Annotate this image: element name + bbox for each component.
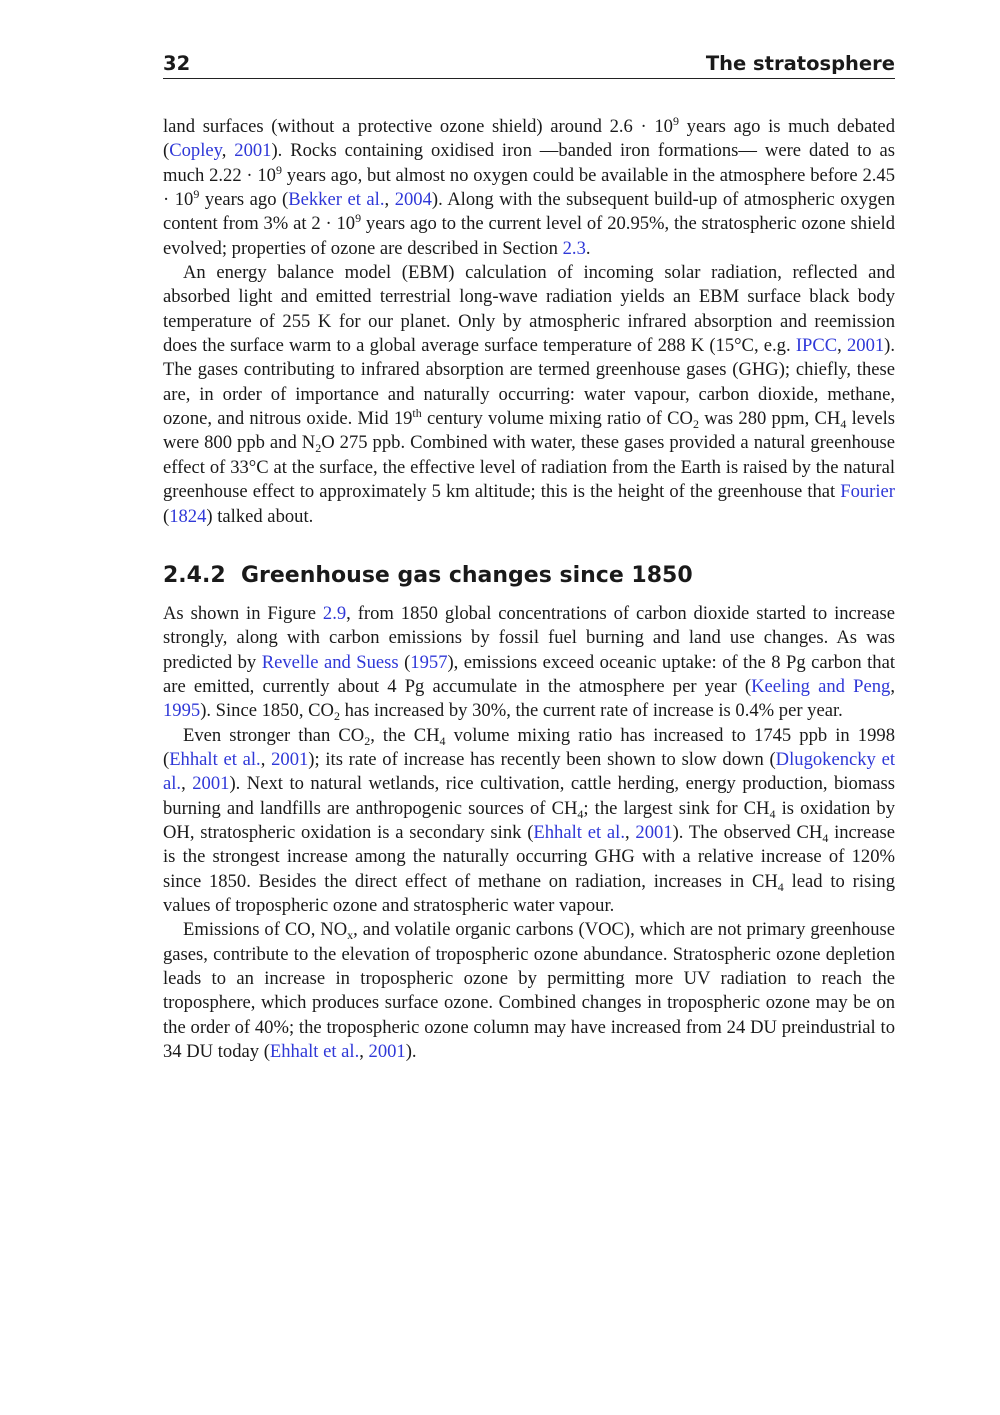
running-header bbox=[163, 52, 895, 79]
page bbox=[163, 52, 895, 1064]
text-run: , bbox=[359, 1041, 369, 1063]
superscript: 9 bbox=[672, 114, 679, 128]
citation-link[interactable]: IPCC bbox=[795, 335, 838, 357]
subscript: 4 bbox=[822, 830, 829, 845]
citation-link[interactable]: 2001 bbox=[271, 748, 309, 770]
paragraph-methane bbox=[163, 724, 895, 919]
section-title: Greenhouse gas changes since 1850 bbox=[240, 562, 693, 588]
citation-link[interactable]: 2001 bbox=[234, 140, 272, 162]
citation-link[interactable]: 2.3 bbox=[562, 237, 586, 259]
paragraph-oxygen-history bbox=[163, 115, 895, 261]
text-run: Emissions of CO, NO bbox=[183, 919, 348, 941]
citation-link[interactable]: 1995 bbox=[163, 700, 201, 722]
subscript: 2 bbox=[364, 733, 371, 748]
text-run: ). Rocks containing oxidised iron —banded iron formations— were dated to as much 2.22 · 10 bbox=[163, 140, 895, 186]
text-run: ) talked about. bbox=[206, 505, 314, 527]
text-run: ). The observed CH bbox=[672, 821, 823, 843]
citation-link[interactable]: 2001 bbox=[846, 335, 885, 357]
text-run: ). Since 1850, CO bbox=[200, 700, 334, 722]
text-run: ); its rate of increase has recently been shown to slow down ( bbox=[308, 748, 776, 770]
citation-link[interactable]: Copley bbox=[169, 140, 222, 162]
text-run: , bbox=[384, 189, 395, 211]
body-text bbox=[163, 115, 895, 1064]
text-run: , bbox=[221, 140, 235, 162]
text-run: volume mixing ratio has increased to 1745 ppb in 1998 ( bbox=[163, 724, 895, 770]
text-run: land surfaces (without a protective ozone shield) around 2.6 · 10 bbox=[163, 116, 673, 137]
text-run: ; the largest sink for CH bbox=[583, 797, 770, 819]
citation-link[interactable]: 2001 bbox=[192, 773, 230, 795]
text-run: years ago, but almost no oxygen could be available in the atmosphere before 2.45 · 10 bbox=[163, 164, 895, 211]
paragraph-co2-increase bbox=[163, 602, 895, 724]
text-run: lead to rising values of tropospheric ozone and stratospheric water vapour. bbox=[163, 870, 895, 916]
text-run: has increased by 30%, the current rate of increase is 0.4% per year. bbox=[339, 700, 843, 722]
text-run: levels were 800 ppb and N bbox=[163, 408, 895, 454]
superscript: 9 bbox=[193, 187, 200, 202]
text-run: , the CH bbox=[370, 724, 440, 746]
text-run: Even stronger than CO bbox=[183, 724, 365, 746]
section-heading bbox=[163, 563, 895, 589]
citation-link[interactable]: Ehhalt et al. bbox=[533, 821, 625, 843]
text-run: century volume mixing ratio of CO bbox=[421, 408, 693, 430]
citation-link[interactable]: 1957 bbox=[410, 651, 448, 673]
text-run: O 275 ppb. Combined with water, these gases provided a natural greenhouse effect of 33°C at the surface, the effective level of radiation from the Earth is raised by the natural greenhouse effect to approximately 5 km altitude; this is the height of the greenhouse that bbox=[163, 432, 895, 503]
text-run: , from 1850 global concentrations of carbon dioxide started to increase strongly, along with carbon emissions by fossil fuel burning and land use changes. As was predicted by bbox=[163, 602, 895, 673]
text-run: . bbox=[585, 237, 591, 259]
superscript: 9 bbox=[275, 162, 282, 177]
text-run: ), emissions exceed oceanic uptake: of the 8 Pg carbon that are emitted, currently about 4 Pg accumulate in the atmosphere per year ( bbox=[163, 651, 896, 697]
text-run: ). bbox=[405, 1041, 417, 1063]
subscript: x bbox=[347, 928, 354, 943]
citation-link[interactable]: 1824 bbox=[169, 505, 207, 527]
subscript: 2 bbox=[692, 417, 699, 432]
text-run: is oxidation by OH, stratospheric oxidation is a secondary sink ( bbox=[163, 797, 895, 843]
paragraph-tropospheric-ozone bbox=[163, 918, 895, 1064]
text-run: , bbox=[837, 335, 847, 357]
citation-link[interactable]: Ehhalt et al. bbox=[269, 1041, 360, 1063]
subscript: 4 bbox=[577, 806, 584, 821]
text-run: , bbox=[624, 821, 636, 843]
subscript: 2 bbox=[333, 709, 340, 724]
superscript: th bbox=[412, 406, 422, 421]
citation-link[interactable]: 2001 bbox=[635, 821, 673, 843]
subscript: 4 bbox=[769, 806, 776, 821]
text-run: years ago to the current level of 20.95%, the stratospheric ozone shield evolved; properties of ozone are described in Section bbox=[163, 213, 895, 259]
subscript: 4 bbox=[777, 879, 784, 894]
subscript: 2 bbox=[315, 441, 322, 456]
citation-link[interactable]: 2001 bbox=[368, 1041, 406, 1063]
citation-link[interactable]: Fourier bbox=[840, 481, 895, 503]
superscript: 9 bbox=[355, 211, 362, 226]
text-run: years ago ( bbox=[199, 189, 289, 211]
text-run: ( bbox=[398, 651, 411, 673]
subscript: 4 bbox=[439, 733, 446, 748]
citation-link[interactable]: Bekker et al. bbox=[288, 189, 385, 211]
citation-link[interactable]: 2.9 bbox=[322, 602, 347, 624]
text-run: ). The gases contributing to infrared absorption are termed greenhouse gases (GHG); chiefly, these are, in order of importance and naturally occurring: water vapour, carbon dioxide, methane, ozone, and nitrous oxide. Mid 19 bbox=[163, 335, 896, 430]
text-run: increase is the strongest increase among the naturally occurring GHG with a relative increase of 120% since 1850. Besides the direct effect of methane on radiation, increases in CH bbox=[163, 821, 895, 892]
citation-link[interactable]: Ehhalt et al. bbox=[169, 748, 261, 770]
text-run: , bbox=[890, 675, 895, 697]
citation-link[interactable]: Keeling and Peng bbox=[751, 675, 891, 697]
paragraph-energy-balance bbox=[163, 261, 895, 529]
text-run: , bbox=[181, 773, 193, 795]
citation-link[interactable]: Dlugokencky et al. bbox=[163, 748, 896, 795]
text-run: was 280 ppm, CH bbox=[698, 408, 841, 430]
text-run: , bbox=[260, 748, 272, 770]
section-number: 2.4.2 bbox=[163, 562, 226, 588]
subscript: 4 bbox=[840, 417, 847, 432]
text-run: ( bbox=[163, 505, 170, 527]
text-run: ). Next to natural wetlands, rice cultivation, cattle herding, energy production, biomass burning and landfills are anthropogenic sources of CH bbox=[163, 773, 896, 819]
text-run: years ago is much debated ( bbox=[163, 116, 895, 162]
text-run: As shown in Figure bbox=[163, 602, 323, 624]
text-run: ). Along with the subsequent build-up of atmospheric oxygen content from 3% at 2 · 10 bbox=[163, 189, 895, 235]
page-number: 32 bbox=[163, 52, 191, 75]
chapter-title: The stratosphere bbox=[705, 52, 895, 75]
text-run: , and volatile organic carbons (VOC), which are not primary greenhouse gases, contribute to the elevation of tropospheric ozone abundance. Stratospheric ozone depletion leads to an increase in tropospheric ozone by permitting more UV radiation to reach the troposphere, which produces surface ozone. Combined changes in tropospheric ozone may be on the order of 40%; the tropospheric ozone column may have increased from 24 DU preindustrial to 34 DU today ( bbox=[163, 919, 895, 1063]
text-run: An energy balance model (EBM) calculation of incoming solar radiation, reflected and absorbed light and emitted terrestrial long-wave radiation yields an EBM surface black body temperature of 255 K for our planet. Only by atmospheric infrared absorption and reemission does the surface warm to a global average surface temperature of 288 K (15°C, e.g. bbox=[163, 262, 895, 357]
citation-link[interactable]: Revelle and Suess bbox=[261, 651, 399, 673]
citation-link[interactable]: 2004 bbox=[394, 189, 432, 211]
